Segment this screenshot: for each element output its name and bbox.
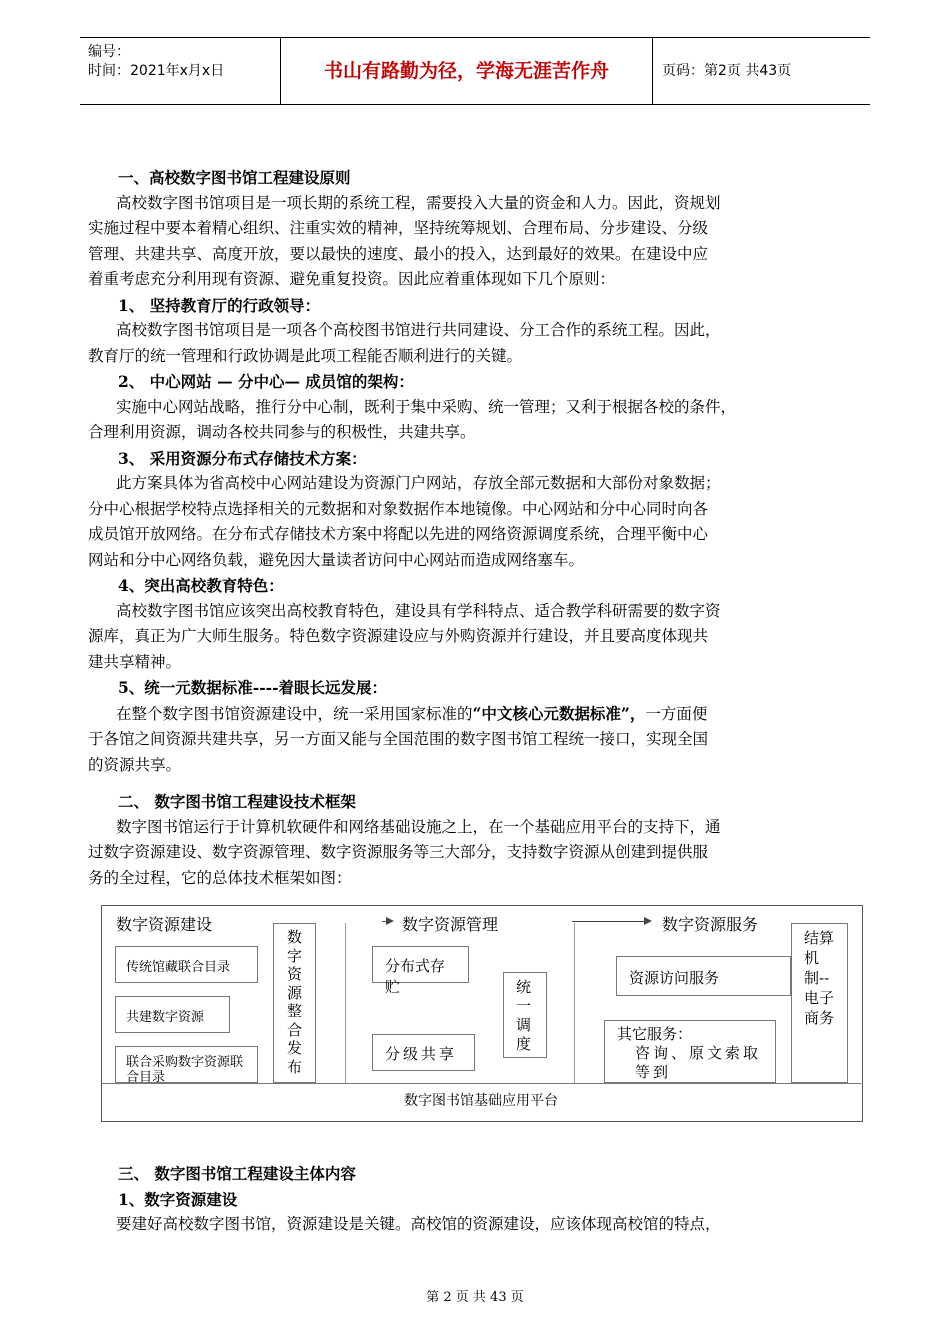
paragraph-line: 高校数字图书馆项目是一项各个高校图书馆进行共同建设、分工合作的系统工程。因此， <box>116 321 721 339</box>
manage-item: 分级共享 <box>372 1034 475 1071</box>
paragraph-line: 管理、共建共享、高度开放，要以最快的速度、最小的投入，达到最好的效果。在建设中应 <box>88 244 709 263</box>
paragraph-line: 教育厅的统一管理和行政协调是此项工程能否顺利进行的关键。 <box>88 346 523 365</box>
principle-4-title: 4、突出高校教育特色： <box>118 576 284 595</box>
paragraph-line: 建共享精神。 <box>88 652 182 671</box>
paragraph-line: 要建好高校数字图书馆，资源建设是关键。高校馆的资源建设，应该体现高校馆的特点， <box>116 1215 721 1233</box>
doc-number-label: 编号： <box>88 44 130 60</box>
other-services-title: 其它服务： <box>617 1025 693 1043</box>
standard-name: “中文核心元数据标准”， <box>472 703 646 723</box>
divider <box>345 923 346 1083</box>
unified-box: 统一调度 <box>503 972 547 1058</box>
arrow-icon <box>382 921 392 922</box>
manage-title: 数字资源管理 <box>402 915 499 934</box>
build-title: 数字资源建设 <box>116 915 213 934</box>
principle-3-title: 3、 采用资源分布式存储技术方案： <box>118 448 367 468</box>
paragraph-line: 此方案具体为省高校中心网站建设为资源门户网站，存放全部元数据和大部份对象数据； <box>116 474 721 492</box>
section-1 <box>88 165 868 778</box>
paragraph-line <box>88 701 868 728</box>
paragraph-line: 着重考虑充分利用现有资源、避免重复投资。因此应着重体现如下几个原则： <box>88 270 616 288</box>
principle-2-title: 2、 中心网站 — 分中心— 成员馆的架构： <box>118 372 414 391</box>
section-1-title: 一、高校数字图书馆工程建设原则 <box>118 168 351 187</box>
paragraph-line: 成员馆开放网络。在分布式存储技术方案中将配以先进的网络资源调度系统，合理平衡中心 <box>88 525 709 543</box>
other-services-text: 咨询、原文索取等到 <box>635 1044 762 1081</box>
section-3-title: 三、 数字图书馆工程建设主体内容 <box>118 1164 356 1183</box>
paragraph-line: 源库，真正为广大师生服务。特色数字资源建设应与外购资源并行建设，并且要高度体现共 <box>88 627 709 645</box>
text-span: 在整个数字图书馆资源建设中，统一采用国家标准的 <box>116 704 473 723</box>
build-item: 共建数字资源 <box>115 996 230 1033</box>
doc-date-label: 时间：2021年x月x日 <box>88 63 225 79</box>
other-services-box <box>604 1020 776 1083</box>
framework-diagram <box>101 905 863 1122</box>
header-meta <box>80 38 281 104</box>
page-footer: 第 2 页 共 43 页 <box>426 1290 524 1305</box>
paragraph-line: 合理利用资源，调动各校共同参与的积极性，共建共享。 <box>88 423 476 441</box>
paragraph-line: 于各馆之间资源共建共享，另一方面又能与全国范围的数字图书馆工程统一接口，实现全国 <box>88 730 709 748</box>
service-title: 数字资源服务 <box>662 915 759 934</box>
paragraph-line: 网站和分中心网络负载，避免因大量读者访问中心网站而造成网络塞车。 <box>88 550 585 569</box>
divider <box>574 923 575 1083</box>
paragraph-line: 分中心根据学校特点选择相关的元数据和对象数据作本地镜像。中心网站和分中心同时向各 <box>88 499 709 518</box>
settlement-box: 结算机制--电子商务 <box>791 923 848 1083</box>
header-motto: 书山有路勤为径，学海无涯苦作舟 <box>281 38 653 104</box>
build-item: 传统馆藏联合目录 <box>115 946 258 983</box>
paragraph-line: 数字图书馆运行于计算机软硬件和网络基础设施之上，在一个基础应用平台的支持下，通 <box>116 817 721 836</box>
section-3 <box>88 1161 868 1238</box>
text-span: 一方面便 <box>645 704 708 723</box>
section-2-title: 二、 数字图书馆工程建设技术框架 <box>118 792 356 811</box>
header-page-label: 页码：第2页 共43页 <box>662 63 792 79</box>
principle-1-title: 1、 坚持教育厅的行政领导： <box>118 295 321 315</box>
paragraph-line: 务的全过程，它的总体技术框架如图： <box>88 868 352 887</box>
integrate-box: 数字资源整合发布 <box>273 923 316 1083</box>
platform-bar: 数字图书馆基础应用平台 <box>101 1083 861 1120</box>
service-item: 资源访问服务 <box>616 956 791 996</box>
paragraph-line: 高校数字图书馆应该突出高校教育特色，建设具有学科特点、适合教学科研需要的数字资 <box>116 601 721 620</box>
build-item: 联合采购数字资源联合目录 <box>115 1046 258 1083</box>
manage-item: 分布式存贮 <box>372 946 469 983</box>
principle-5-title: 5、统一元数据标准----着眼长远发展： <box>118 678 388 697</box>
page-header <box>80 37 870 105</box>
paragraph-line: 实施过程中要本着精心组织、注重实效的精神，坚持统筹规划、合理布局、分步建设、分级 <box>88 219 709 237</box>
paragraph-line: 的资源共享。 <box>88 755 182 774</box>
paragraph-line: 高校数字图书馆项目是一项长期的系统工程，需要投入大量的资金和人力。因此，资规划 <box>116 193 721 212</box>
paragraph-line: 实施中心网站战略，推行分中心制，既利于集中采购、统一管理；又利于根据各校的条件， <box>116 397 737 416</box>
paragraph-line: 过数字资源建设、数字资源管理、数字资源服务等三大部分，支持数字资源从创建到提供服 <box>88 843 709 861</box>
arrow-icon <box>572 921 650 922</box>
subsection-title: 1、数字资源建设 <box>118 1189 238 1209</box>
section-2 <box>88 789 868 891</box>
